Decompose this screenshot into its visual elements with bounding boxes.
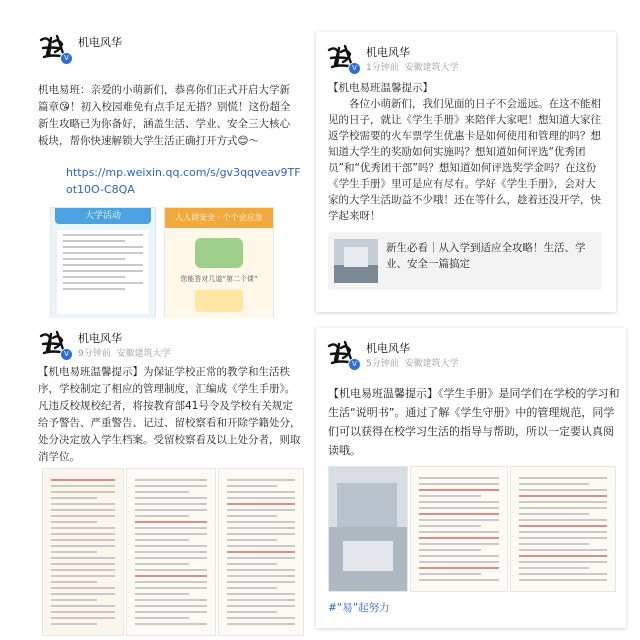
topic-hashtag[interactable]: #“易”起努力 <box>328 602 390 614</box>
shared-article-card[interactable] <box>328 232 602 290</box>
post-time: 5分钟前 <box>366 359 399 369</box>
post-source: 安徽建筑大学 <box>404 63 459 73</box>
calligraphy-logo-icon[interactable] <box>326 338 358 368</box>
handbook-page-3[interactable] <box>218 468 304 636</box>
page-text <box>221 475 301 631</box>
handbook-page-2[interactable] <box>126 468 216 636</box>
verified-badge-icon: V <box>60 348 73 361</box>
post-body: 机电易班：亲爱的小萌新们，恭喜你们正式开启大学新篇章😘！初入校园难免有点手足无措？别慌！这份超全新生攻略已为你备好，涵盖生活、学业、安全三大核心板块，帮你快速解锁大学生活正确打开方式😊～ <box>38 84 291 147</box>
post-body: 【机电易班温馨提示】《学生手册》是同学们在学校的学习和生活“说明书”。通过了解《学生守册》中的管理规范，同学们可以获得在校学习生活的指导与帮助，所以一定要认真阅读哦。 <box>328 387 620 457</box>
post-card-2[interactable] <box>316 32 616 312</box>
post-card-3[interactable] <box>28 318 306 636</box>
article-thumbnail <box>334 239 378 283</box>
verified-badge-icon: V <box>348 358 361 371</box>
post-image-1[interactable] <box>50 207 156 319</box>
calligraphy-logo-icon[interactable] <box>326 42 358 72</box>
post-time: 9分钟前 <box>78 349 111 359</box>
post-header <box>38 328 298 362</box>
image-banner: 大学活动 <box>55 208 151 224</box>
campus-photo-1[interactable] <box>328 466 408 592</box>
page-text <box>129 475 213 631</box>
post-image-2[interactable] <box>164 207 274 319</box>
post-header <box>326 42 586 76</box>
image-caption: 您能答对几道“第二个课” <box>180 275 258 283</box>
post-meta <box>366 356 458 369</box>
post-text: 各位小萌新们，我们见面的日子不会遥远。在这不能相见的日子，就让《学生手册》来陪伴大家吧！想知道大家往返学校需要的火车票学生优惠卡是如何使用和管理的吗？想知道大学生的奖励如何实施吗？想知道如何评选“优秀团员”和“优秀团干部”吗？想知道如何评选奖学金吗？在这份《学生手册》里可是应有尽有。学好《学生手册》，会对大家的大学生活助益不少哦！还在等什么，趁着还没开学，快学起来呀！ <box>328 98 601 222</box>
illustration <box>195 290 243 312</box>
handbook-page-5[interactable] <box>510 466 616 592</box>
image-banner: 人人讲安全 · 个个会应急 <box>165 208 273 228</box>
username[interactable]: 机电风华 <box>78 36 122 49</box>
verified-badge-icon: V <box>60 52 73 65</box>
post-header <box>38 32 298 66</box>
post-meta <box>366 60 458 73</box>
post-header <box>326 338 586 372</box>
post-link[interactable]: https://mp.weixin.qq.com/s/gv3qqveav9TFot10O-C8QA <box>66 166 301 196</box>
verified-badge-icon: V <box>348 62 361 75</box>
post-body: 【机电易班温馨提示】为保证学校正常的教学和生活秩序，学校制定了相应的管理制度，汇编成《学生手册》。凡违反校规校纪者，将按教育部41号令及学校有关规定给予警告、严重警告、记过、留校察看和开除学籍处分，处分决定放入学生档案。受留校察看及以上处分者，则取消学位。 <box>38 366 301 463</box>
post-title: 【机电易班温馨提示】 <box>328 82 433 94</box>
page-text <box>413 473 505 587</box>
post-time: 1分钟前 <box>366 63 399 73</box>
username[interactable]: 机电风华 <box>366 46 410 59</box>
username[interactable]: 机电风华 <box>78 332 122 345</box>
article-title: 新生必看｜从入学到适应全攻略！生活、学业、安全一篇搞定 <box>386 242 586 270</box>
calligraphy-logo-icon[interactable] <box>38 32 70 62</box>
page-text <box>45 475 121 631</box>
post-body <box>328 80 604 224</box>
handbook-page-1[interactable] <box>42 468 124 636</box>
username[interactable]: 机电风华 <box>366 342 410 355</box>
post-card-1[interactable] <box>28 22 306 322</box>
image-text-block <box>57 230 149 314</box>
illustration <box>195 238 243 268</box>
post-card-4[interactable] <box>316 328 626 628</box>
handbook-page-4[interactable] <box>410 466 508 592</box>
post-source: 安徽建筑大学 <box>116 349 171 359</box>
page-text <box>513 473 613 587</box>
calligraphy-logo-icon[interactable] <box>38 328 70 358</box>
post-source: 安徽建筑大学 <box>404 359 459 369</box>
post-meta <box>78 346 170 359</box>
